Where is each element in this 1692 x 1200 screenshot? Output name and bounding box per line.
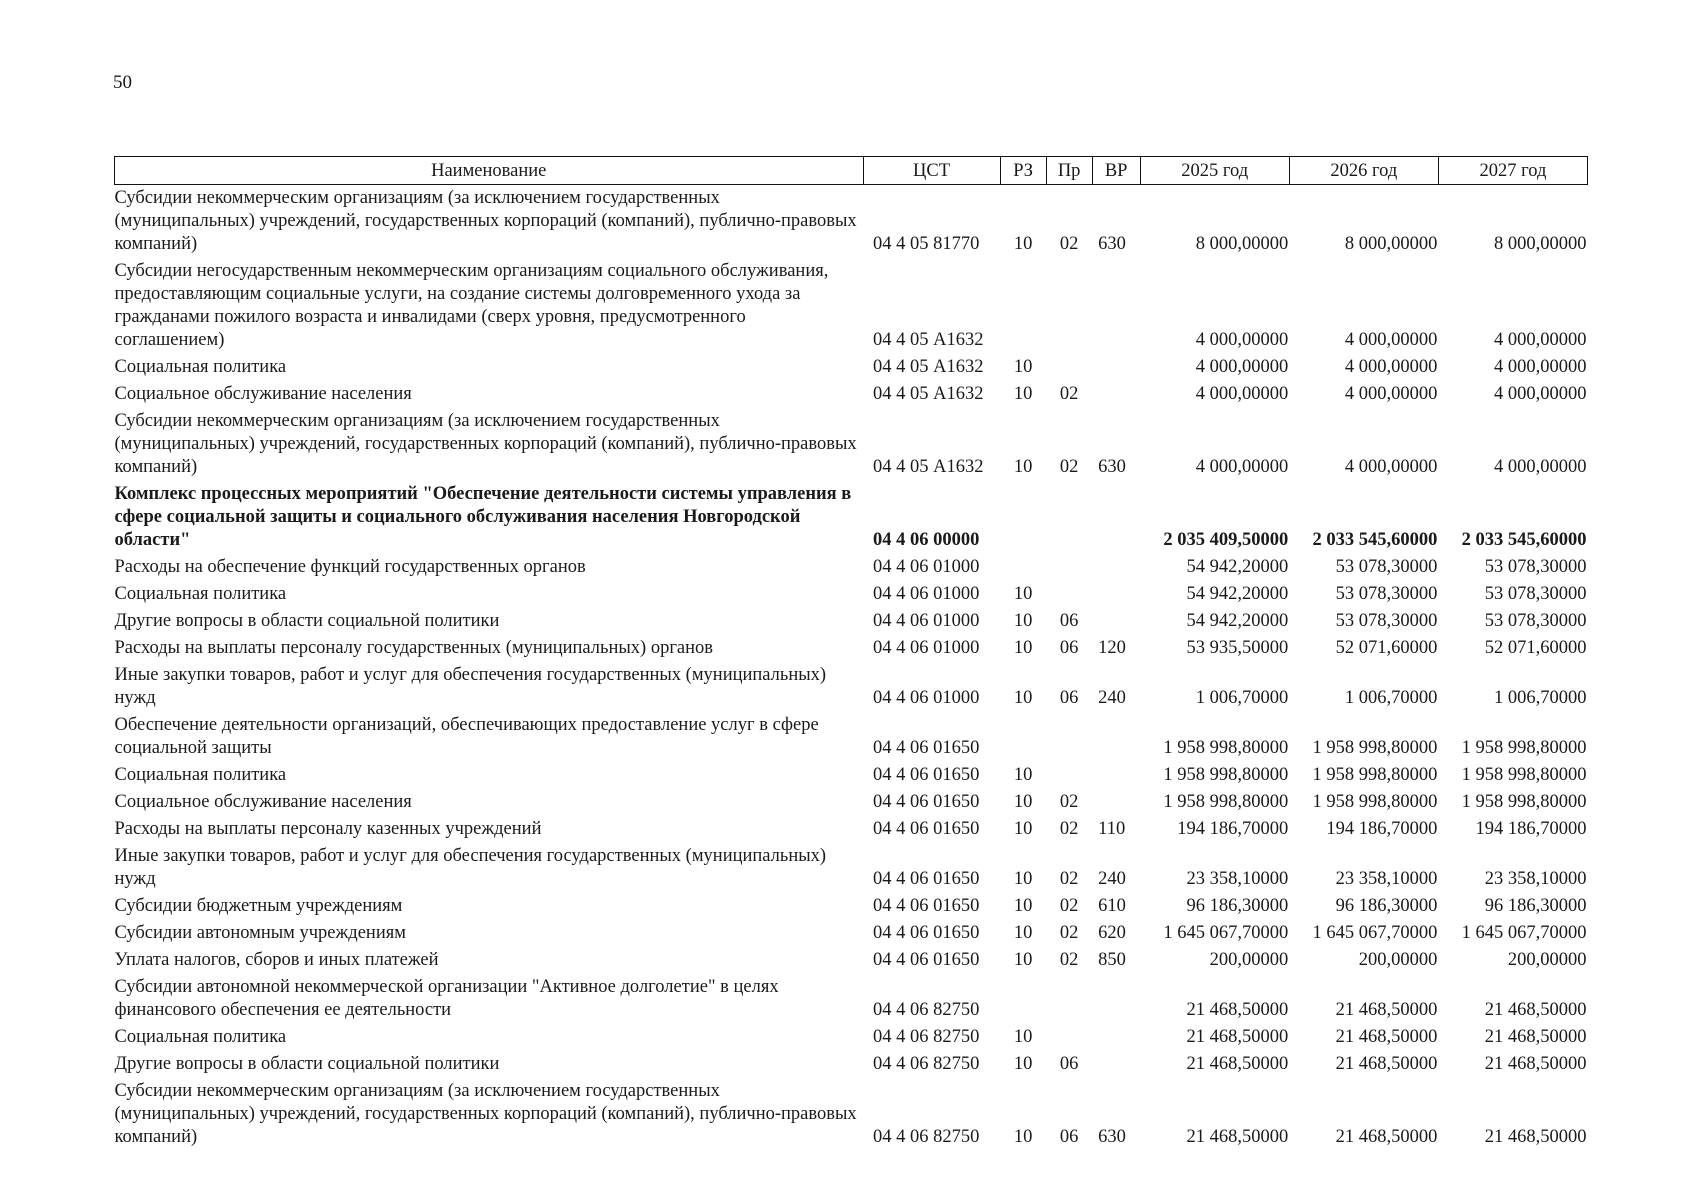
row-name: Субсидии некоммерческим организациям (за исключением государственных (муниципальных) учреждений, государственных корпораций (компаний), публично-правовых компаний) xyxy=(114,411,857,477)
row-name: Расходы на выплаты персоналу казенных учреждений xyxy=(114,819,542,839)
row-rz: 10 xyxy=(1013,923,1033,943)
row-vr xyxy=(1092,354,1140,381)
row-2026: 4 000,00000 xyxy=(1344,357,1438,377)
row-vr xyxy=(1092,789,1140,816)
row-vr: 630 xyxy=(1098,1127,1126,1147)
row-2026: 194 186,70000 xyxy=(1326,819,1438,839)
row-cst: 04 4 06 01000 xyxy=(873,611,980,631)
table-row xyxy=(115,843,1588,893)
row-vr: 120 xyxy=(1098,638,1126,658)
row-cst: 04 4 05 А1632 xyxy=(873,357,984,377)
table-row xyxy=(115,408,1588,481)
row-pr: 02 xyxy=(1059,792,1079,812)
row-2025: 2 035 409,50000 xyxy=(1163,530,1289,550)
row-2025: 200,00000 xyxy=(1209,950,1289,970)
row-pr xyxy=(1046,581,1092,608)
header-pr: Пр xyxy=(1046,157,1092,185)
row-cst: 04 4 06 82750 xyxy=(873,1054,980,1074)
table-row xyxy=(115,481,1588,554)
row-rz: 10 xyxy=(1013,584,1033,604)
row-2025: 53 935,50000 xyxy=(1186,638,1289,658)
row-pr xyxy=(1046,974,1092,1024)
row-2027: 23 358,10000 xyxy=(1484,869,1587,889)
row-cst: 04 4 06 01650 xyxy=(873,792,980,812)
row-cst: 04 4 06 01650 xyxy=(873,765,980,785)
row-pr xyxy=(1046,258,1092,354)
row-2026: 1 958 998,80000 xyxy=(1312,738,1438,758)
row-name: Социальное обслуживание населения xyxy=(114,384,412,404)
row-2025: 21 468,50000 xyxy=(1186,1000,1289,1020)
row-2027: 52 071,60000 xyxy=(1484,638,1587,658)
row-name: Иные закупки товаров, работ и услуг для обеспечения государственных (муниципальных) нужд xyxy=(114,846,827,889)
header-2025: 2025 год xyxy=(1140,157,1289,185)
row-2025: 21 468,50000 xyxy=(1186,1127,1289,1147)
row-2027: 1 006,70000 xyxy=(1494,688,1587,708)
row-2025: 54 942,20000 xyxy=(1186,584,1289,604)
row-rz: 10 xyxy=(1013,869,1033,889)
row-vr xyxy=(1092,258,1140,354)
row-rz: 10 xyxy=(1013,792,1033,812)
row-2026: 4 000,00000 xyxy=(1344,330,1438,350)
row-name: Социальная политика xyxy=(114,1027,287,1047)
row-2025: 21 468,50000 xyxy=(1186,1027,1289,1047)
row-2025: 54 942,20000 xyxy=(1186,611,1289,631)
row-2026: 53 078,30000 xyxy=(1335,611,1438,631)
budget-table xyxy=(114,156,1588,1151)
table-body xyxy=(115,185,1588,1152)
row-2027: 2 033 545,60000 xyxy=(1461,530,1587,550)
row-2025: 1 006,70000 xyxy=(1195,688,1289,708)
row-cst: 04 4 06 01000 xyxy=(873,688,980,708)
row-2026: 1 645 067,70000 xyxy=(1312,923,1438,943)
row-pr: 02 xyxy=(1059,384,1079,404)
row-name: Субсидии автономной некоммерческой организации "Активное долголетие" в целях финансового обеспечения ее деятельности xyxy=(114,977,779,1020)
row-rz xyxy=(1000,554,1046,581)
row-name: Социальное обслуживание населения xyxy=(114,792,412,812)
row-name: Уплата налогов, сборов и иных платежей xyxy=(114,950,439,970)
row-cst: 04 4 06 82750 xyxy=(873,1027,980,1047)
row-2027: 200,00000 xyxy=(1507,950,1587,970)
row-2026: 4 000,00000 xyxy=(1344,384,1438,404)
table-row xyxy=(115,354,1588,381)
row-rz: 10 xyxy=(1013,896,1033,916)
row-pr xyxy=(1046,712,1092,762)
header-vr: ВР xyxy=(1092,157,1140,185)
header-rz: РЗ xyxy=(1000,157,1046,185)
row-name: Социальная политика xyxy=(114,584,287,604)
table-row xyxy=(115,381,1588,408)
row-rz: 10 xyxy=(1013,1054,1033,1074)
row-vr xyxy=(1092,554,1140,581)
row-rz xyxy=(1000,258,1046,354)
table-row xyxy=(115,608,1588,635)
row-rz: 10 xyxy=(1013,950,1033,970)
row-2025: 4 000,00000 xyxy=(1195,384,1289,404)
row-2025: 8 000,00000 xyxy=(1195,234,1289,254)
row-2027: 21 468,50000 xyxy=(1484,1027,1587,1047)
row-pr: 02 xyxy=(1059,869,1079,889)
row-rz: 10 xyxy=(1013,234,1033,254)
row-2026: 4 000,00000 xyxy=(1344,457,1438,477)
row-2025: 21 468,50000 xyxy=(1186,1054,1289,1074)
row-cst: 04 4 06 01650 xyxy=(873,869,980,889)
row-2026: 21 468,50000 xyxy=(1335,1127,1438,1147)
table-row xyxy=(115,789,1588,816)
table-row xyxy=(115,581,1588,608)
table-row xyxy=(115,920,1588,947)
row-2026: 53 078,30000 xyxy=(1335,584,1438,604)
row-rz: 10 xyxy=(1013,1127,1033,1147)
row-vr xyxy=(1092,581,1140,608)
row-vr xyxy=(1092,1024,1140,1051)
row-pr xyxy=(1046,762,1092,789)
row-name: Социальная политика xyxy=(114,357,287,377)
row-vr xyxy=(1092,712,1140,762)
row-rz: 10 xyxy=(1013,611,1033,631)
row-name: Расходы на обеспечение функций государственных органов xyxy=(114,557,586,577)
row-2025: 4 000,00000 xyxy=(1195,330,1289,350)
row-cst: 04 4 06 01000 xyxy=(873,584,980,604)
row-pr: 06 xyxy=(1059,638,1079,658)
table-row xyxy=(115,258,1588,354)
table-row xyxy=(115,1024,1588,1051)
row-pr: 02 xyxy=(1059,819,1079,839)
table-row xyxy=(115,893,1588,920)
row-cst: 04 4 05 81770 xyxy=(873,234,980,254)
row-rz: 10 xyxy=(1013,1027,1033,1047)
table-row xyxy=(115,1078,1588,1151)
row-2027: 1 958 998,80000 xyxy=(1461,738,1587,758)
row-pr: 06 xyxy=(1059,688,1079,708)
row-vr xyxy=(1092,381,1140,408)
row-cst: 04 4 05 А1632 xyxy=(873,384,984,404)
row-2025: 54 942,20000 xyxy=(1186,557,1289,577)
row-2027: 1 645 067,70000 xyxy=(1461,923,1587,943)
row-rz: 10 xyxy=(1013,819,1033,839)
row-2026: 1 006,70000 xyxy=(1344,688,1438,708)
row-name: Социальная политика xyxy=(114,765,287,785)
row-2025: 194 186,70000 xyxy=(1177,819,1289,839)
row-2027: 1 958 998,80000 xyxy=(1461,792,1587,812)
row-cst: 04 4 06 01650 xyxy=(873,738,980,758)
row-rz: 10 xyxy=(1013,384,1033,404)
row-cst: 04 4 06 01000 xyxy=(873,557,980,577)
row-cst: 04 4 05 А1632 xyxy=(873,457,984,477)
row-vr: 630 xyxy=(1098,457,1126,477)
row-2027: 21 468,50000 xyxy=(1484,1127,1587,1147)
row-rz xyxy=(1000,712,1046,762)
row-vr: 630 xyxy=(1098,234,1126,254)
row-vr: 850 xyxy=(1098,950,1126,970)
budget-table-container xyxy=(114,156,1588,1151)
row-2025: 1 958 998,80000 xyxy=(1163,765,1289,785)
header-2026: 2026 год xyxy=(1289,157,1438,185)
row-cst: 04 4 06 01650 xyxy=(873,819,980,839)
row-pr xyxy=(1046,554,1092,581)
row-2025: 4 000,00000 xyxy=(1195,357,1289,377)
row-name: Другие вопросы в области социальной политики xyxy=(114,611,500,631)
row-vr: 110 xyxy=(1098,819,1126,839)
row-2027: 21 468,50000 xyxy=(1484,1054,1587,1074)
row-rz: 10 xyxy=(1013,457,1033,477)
row-pr: 06 xyxy=(1059,1054,1079,1074)
row-2025: 4 000,00000 xyxy=(1195,457,1289,477)
row-vr xyxy=(1092,1051,1140,1078)
row-pr xyxy=(1046,1024,1092,1051)
table-row xyxy=(115,712,1588,762)
row-pr: 02 xyxy=(1059,896,1079,916)
table-row xyxy=(115,947,1588,974)
row-2027: 8 000,00000 xyxy=(1494,234,1587,254)
table-row xyxy=(115,662,1588,712)
row-cst: 04 4 05 А1632 xyxy=(873,330,984,350)
row-2027: 4 000,00000 xyxy=(1494,330,1587,350)
table-row xyxy=(115,185,1588,259)
row-2026: 96 186,30000 xyxy=(1335,896,1438,916)
row-rz: 10 xyxy=(1013,765,1033,785)
row-2025: 1 645 067,70000 xyxy=(1163,923,1289,943)
table-row xyxy=(115,635,1588,662)
row-cst: 04 4 06 01650 xyxy=(873,923,980,943)
row-pr: 02 xyxy=(1059,950,1079,970)
row-2026: 200,00000 xyxy=(1358,950,1438,970)
table-row xyxy=(115,554,1588,581)
page-number: 50 xyxy=(113,72,132,93)
table-row xyxy=(115,816,1588,843)
row-rz: 10 xyxy=(1013,688,1033,708)
row-pr xyxy=(1046,354,1092,381)
row-vr: 620 xyxy=(1098,923,1126,943)
row-2026: 21 468,50000 xyxy=(1335,1000,1438,1020)
row-vr xyxy=(1092,481,1140,554)
row-2026: 23 358,10000 xyxy=(1335,869,1438,889)
row-2026: 1 958 998,80000 xyxy=(1312,765,1438,785)
row-2026: 2 033 545,60000 xyxy=(1312,530,1438,550)
row-2026: 21 468,50000 xyxy=(1335,1027,1438,1047)
row-cst: 04 4 06 01650 xyxy=(873,950,980,970)
row-vr: 240 xyxy=(1098,869,1126,889)
row-pr: 02 xyxy=(1059,234,1079,254)
row-2025: 23 358,10000 xyxy=(1186,869,1289,889)
row-cst: 04 4 06 01650 xyxy=(873,896,980,916)
header-name: Наименование xyxy=(115,157,864,185)
row-vr: 610 xyxy=(1098,896,1126,916)
row-2027: 4 000,00000 xyxy=(1494,357,1587,377)
row-2026: 21 468,50000 xyxy=(1335,1054,1438,1074)
row-2027: 4 000,00000 xyxy=(1494,457,1587,477)
row-name: Расходы на выплаты персоналу государственных (муниципальных) органов xyxy=(114,638,714,658)
row-name: Субсидии автономным учреждениям xyxy=(114,923,406,943)
row-2027: 1 958 998,80000 xyxy=(1461,765,1587,785)
row-2027: 4 000,00000 xyxy=(1494,384,1587,404)
row-name: Субсидии некоммерческим организациям (за исключением государственных (муниципальных) учреждений, государственных корпораций (компаний), публично-правовых компаний) xyxy=(114,1081,857,1147)
row-cst: 04 4 06 00000 xyxy=(873,530,980,550)
table-header-row xyxy=(115,157,1588,185)
row-2025: 1 958 998,80000 xyxy=(1163,792,1289,812)
row-name: Субсидии некоммерческим организациям (за исключением государственных (муниципальных) учреждений, государственных корпораций (компаний), публично-правовых компаний) xyxy=(114,188,857,254)
header-cst: ЦСТ xyxy=(863,157,1000,185)
row-name: Иные закупки товаров, работ и услуг для обеспечения государственных (муниципальных) нужд xyxy=(114,665,827,708)
row-rz xyxy=(1000,974,1046,1024)
row-name: Обеспечение деятельности организаций, обеспечивающих предоставление услуг в сфере социальной защиты xyxy=(114,715,819,758)
row-vr xyxy=(1092,762,1140,789)
row-2027: 96 186,30000 xyxy=(1484,896,1587,916)
row-rz: 10 xyxy=(1013,638,1033,658)
table-row xyxy=(115,762,1588,789)
row-name: Субсидии бюджетным учреждениям xyxy=(114,896,403,916)
row-2026: 8 000,00000 xyxy=(1344,234,1438,254)
row-pr: 02 xyxy=(1059,923,1079,943)
row-2025: 96 186,30000 xyxy=(1186,896,1289,916)
row-2025: 1 958 998,80000 xyxy=(1163,738,1289,758)
row-cst: 04 4 06 82750 xyxy=(873,1000,980,1020)
row-2027: 194 186,70000 xyxy=(1475,819,1587,839)
table-row xyxy=(115,974,1588,1024)
row-pr xyxy=(1046,481,1092,554)
row-name: Другие вопросы в области социальной политики xyxy=(114,1054,500,1074)
row-pr: 06 xyxy=(1059,1127,1079,1147)
row-rz: 10 xyxy=(1013,357,1033,377)
row-vr: 240 xyxy=(1098,688,1126,708)
row-pr: 02 xyxy=(1059,457,1079,477)
row-2027: 53 078,30000 xyxy=(1484,584,1587,604)
row-name: Субсидии негосударственным некоммерческим организациям социального обслуживания, предоставляющим социальные услуги, на создание системы долговременного ухода за гражданами пожилого возраста и инвалидами (сверх уровня, предусмотренного соглашением) xyxy=(114,261,829,350)
row-2026: 52 071,60000 xyxy=(1335,638,1438,658)
row-2026: 1 958 998,80000 xyxy=(1312,792,1438,812)
table-row xyxy=(115,1051,1588,1078)
header-2027: 2027 год xyxy=(1438,157,1587,185)
row-rz xyxy=(1000,481,1046,554)
row-2027: 21 468,50000 xyxy=(1484,1000,1587,1020)
row-2027: 53 078,30000 xyxy=(1484,611,1587,631)
row-pr: 06 xyxy=(1059,611,1079,631)
row-cst: 04 4 06 82750 xyxy=(873,1127,980,1147)
row-2026: 53 078,30000 xyxy=(1335,557,1438,577)
row-2027: 53 078,30000 xyxy=(1484,557,1587,577)
row-name: Комплекс процессных мероприятий "Обеспечение деятельности системы управления в сфере социальной защиты и социального обслуживания населения Новгородской области" xyxy=(114,484,852,550)
row-vr xyxy=(1092,608,1140,635)
row-cst: 04 4 06 01000 xyxy=(873,638,980,658)
row-vr xyxy=(1092,974,1140,1024)
